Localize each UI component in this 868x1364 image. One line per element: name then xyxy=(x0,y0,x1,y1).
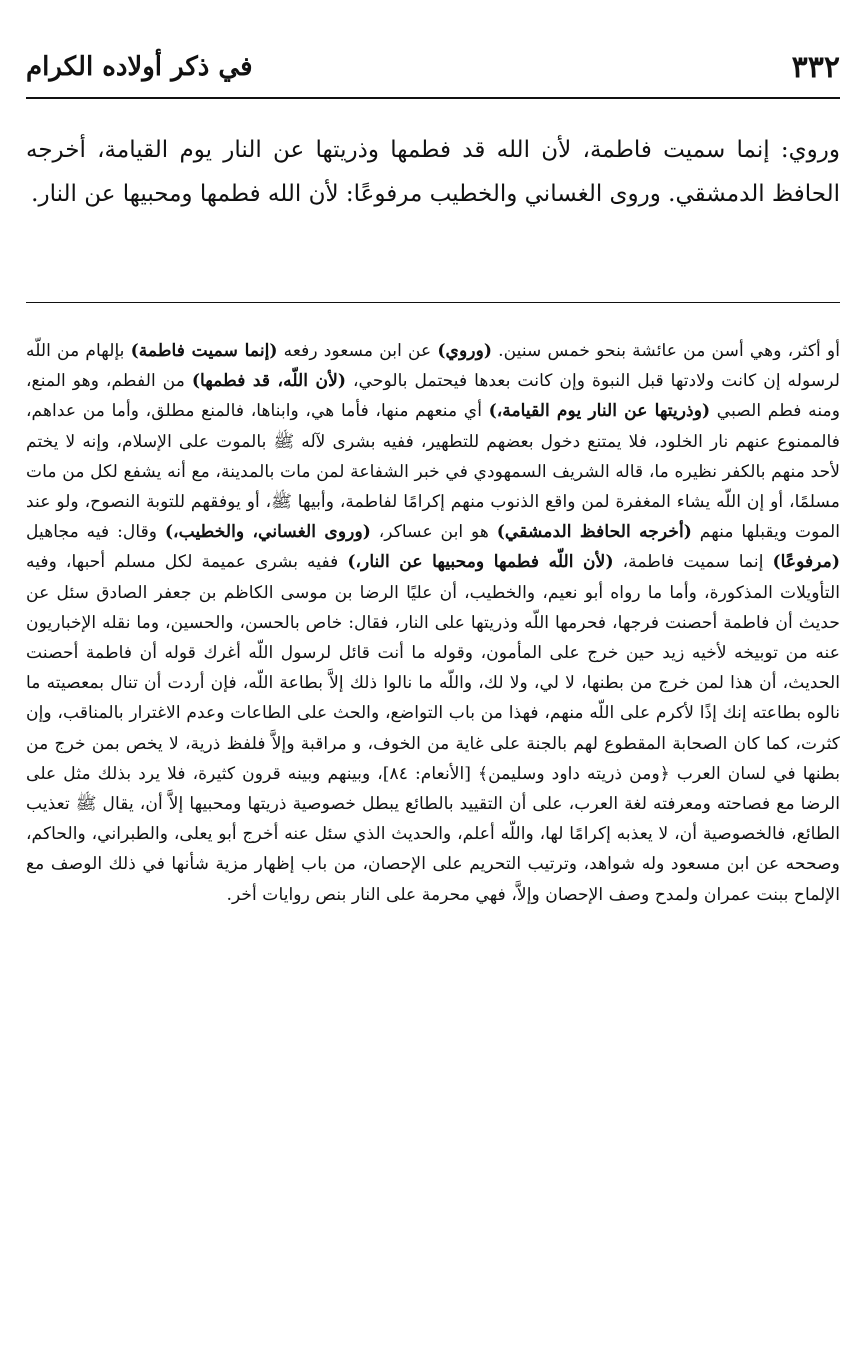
header-rule xyxy=(26,97,840,99)
commentary-block xyxy=(26,336,840,910)
commentary-text: هو ابن عساكر، xyxy=(370,522,497,543)
quoted-phrase: (لأن اللّه، قد فطمها) xyxy=(191,371,347,392)
page-header xyxy=(26,44,840,96)
commentary-text: أي منعهم منها، فأما هي، وابناها، فالمنع مطلق، وأما من عداهم، فالممنوع عنهم نار الخلود، فلا يمتنع دخول بعضهم للتطهير، ففيه بشرى لآله ﷺ بالموت على الإسلام، وإنه لا يختم لأحد منهم بالكفر نظيره ما، قاله الشريف السمهودي في خبر الشفاعة لمن مات بالمدينة، مع أنه يشفع لكل من مات مسلمًا، أو إن اللّه يشاء المغفرة لمن واقع الذنوب منهم إكرامًا لفاطمة، وأبيها ﷺ، أو يوفقهم للتوبة النصوح، ولو عند الموت ويقبلها منهم xyxy=(26,401,840,543)
quoted-phrase: (أخرجه الحافظ الدمشقي) xyxy=(496,522,692,543)
page-number: ٣٣٢ xyxy=(791,50,840,85)
commentary-text: وقال: فيه مجاهيل xyxy=(26,522,165,543)
commentary-text: من الفطم، وهو المنع، ومنه فطم الصبي xyxy=(26,371,841,422)
quoted-phrase: (مرفوعًا) xyxy=(772,552,840,573)
commentary-text: إنما سميت فاطمة، xyxy=(613,552,773,573)
commentary-text: عن ابن مسعود رفعه xyxy=(277,341,438,361)
main-text-block xyxy=(26,128,840,216)
commentary-text: أو أكثر، وهي أسن من عائشة بنحو خمس سنين. xyxy=(492,341,841,361)
quoted-phrase: (لأن اللّه فطمها ومحبيها عن النار،) xyxy=(347,552,614,573)
quoted-phrase: (وروى الغساني، والخطيب،) xyxy=(164,522,371,543)
commentary-text: ففيه بشرى عميمة لكل مسلم أحبها، وفيه التأويلات المذكورة، وأما ما رواه أبو نعيم، والخطيب، أن عليًا الرضا بن موسى الكاظم بن جعفر الصادق سئل عن حديث أن فاطمة أحصنت فرجها، فحرمها اللّه وذريتها على النار، فقال: خاص بالحسن، والحسين، وما نقله الإخباريون عنه من توبيخه لأخيه زيد حين خرج على المأمون، وقوله ما أنت قائل لرسول اللّه أغرك قوله أن فاطمة أحصنت الحديث، أن هذا لمن خرج من بطنها، لا لي، ولا لك، واللّه ما نالوا ذلك إلاَّ بطاعة اللّه، فإن أردت أن تنال بمعصيته ما نالوه بطاعته إنك إذًا لأكرم على اللّه منهم، فهذا من باب التواضع، والحث على الطاعات وعدم الاغترار بالمناقب، وإن كثرت، كما كان الصحابة المقطوع لهم بالجنة على غاية من الخوف، و مراقبة وإلاَّ فلفظ ذرية، لا يخص بمن خرج من بطنها في لسان العرب ﴿ومن ذريته داود وسليمن﴾ [الأنعام: ٨٤]، وبينهم وبينه قرون كثيرة، فلا يرد بذلك مثل على الرضا مع فصاحته ومعرفته لغة العرب، على أن التقييد بالطائع يبطل خصوصية ذريتها ومحبيها إلاَّ أن، يقال ﷺ تعذيب الطائع، فالخصوصية أن، لا يعذبه إكرامًا لها، واللّه أعلم، والحديث الذي سئل عنه أخرج أبو يعلى، والطبراني، والحاكم، وصححه عن ابن مسعود وله شواهد، وترتيب التحريم على الإحصان، من باب إظهار مزية شأنها في ذلك الوصف مع الإلماح ببنت عمران ولمدح وصف الإحصان وإلاَّ، فهي محرمة على النار بنص روايات أخر. xyxy=(26,552,840,905)
running-title: في ذكر أولاده الكرام xyxy=(26,52,253,82)
main-text-paragraph: وروي: إنما سميت فاطمة، لأن الله قد فطمها وذريتها عن النار يوم القيامة، أخرجه الحافظ الدمشقي. وروى الغساني والخطيب مرفوعًا: لأن الله فطمها ومحبيها عن النار. xyxy=(26,137,840,207)
quoted-phrase: (إنما سميت فاطمة) xyxy=(130,341,278,361)
commentary-text: بإلهام من اللّه لرسوله إن كانت ولادتها قبل النبوة وإن كانت بعدها فيحتمل بالوحي، xyxy=(26,341,840,392)
quoted-phrase: (وذريتها عن النار يوم القيامة،) xyxy=(488,401,711,422)
section-divider xyxy=(26,302,840,303)
commentary-paragraph xyxy=(26,336,840,910)
quoted-phrase: (وروي) xyxy=(437,341,493,361)
